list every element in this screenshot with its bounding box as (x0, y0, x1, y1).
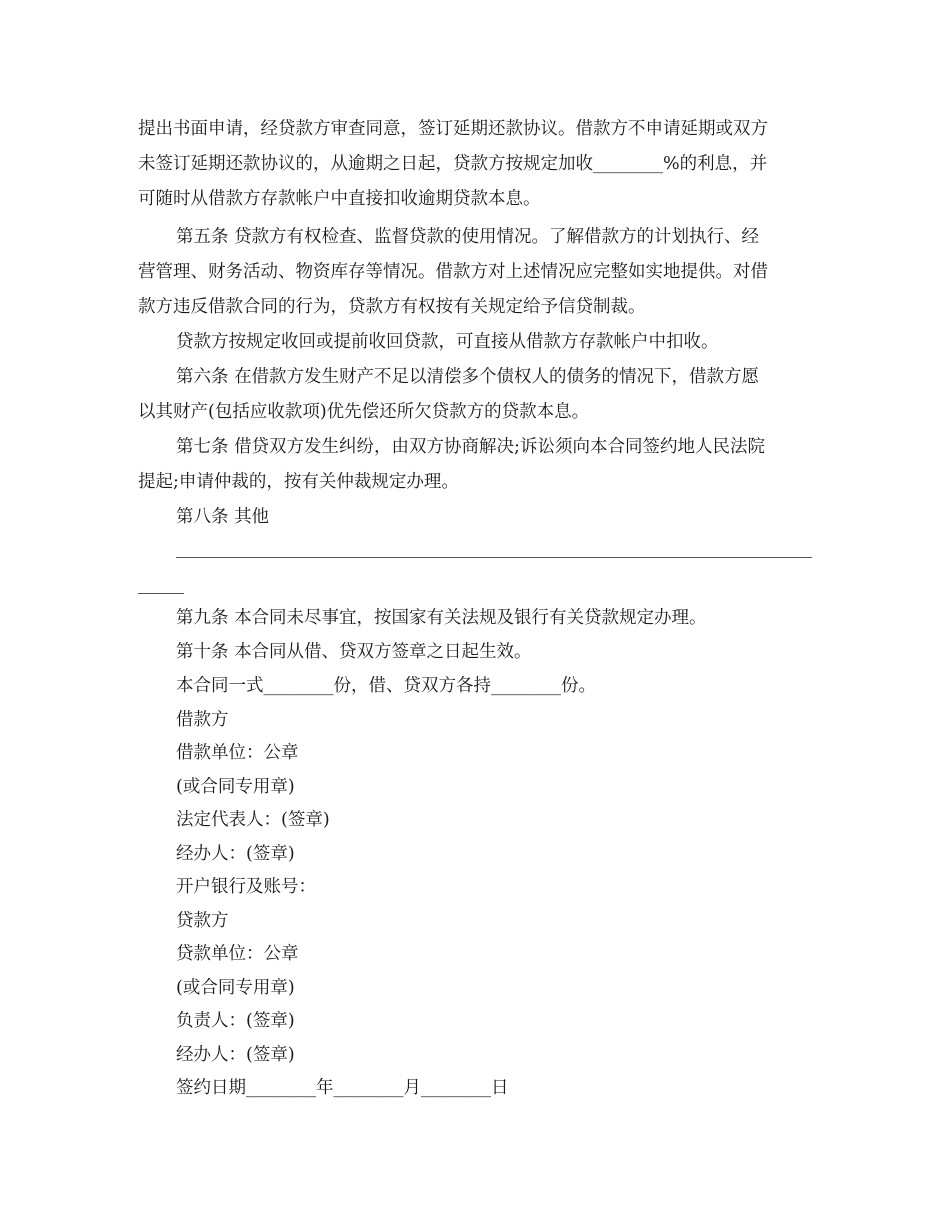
signing-date: 签约日期________年________月________日 (176, 1078, 509, 1098)
copies-line: 本合同一式________份，借、贷双方各持________份。 (176, 676, 596, 696)
paragraph-line: 提起;申请仲裁的，按有关仲裁规定办理。 (138, 472, 459, 492)
article-5-line: 第五条 贷款方有权检查、监督贷款的使用情况。了解借款方的计划执行、经 (176, 227, 760, 247)
paragraph-line: 可随时从借款方存款帐户中直接扣收逾期贷款本息。 (138, 189, 541, 209)
article-8-line: 第八条 其他 (176, 507, 270, 527)
blank-underline (138, 593, 184, 594)
paragraph-line: 贷款方按规定收回或提前收回贷款，可直接从借款方存款帐户中扣收。 (176, 332, 719, 352)
blank-underline (176, 557, 812, 558)
article-10-line: 第十条 本合同从借、贷双方签章之日起生效。 (176, 642, 532, 662)
legal-representative: 法定代表人：(签章) (176, 810, 330, 830)
paragraph-line: 未签订延期还款协议的，从逾期之日起，贷款方按规定加收________%的利息，并 (138, 154, 768, 174)
borrower-handler: 经办人：(签章) (176, 844, 295, 864)
paragraph-line: 款方违反借款合同的行为，贷款方有权按有关规定给予信贷制裁。 (138, 297, 646, 317)
article-9-line: 第九条 本合同未尽事宜，按国家有关法规及银行有关贷款规定办理。 (176, 608, 707, 628)
lender-heading: 贷款方 (176, 911, 229, 931)
paragraph-line: 以其财产(包括应收款项)优先偿还所欠贷款方的贷款本息。 (138, 402, 590, 422)
article-7-line: 第七条 借贷双方发生纠纷，由双方协商解决;诉讼须向本合同签约地人民法院 (176, 437, 765, 457)
lender-responsible: 负责人：(签章) (176, 1011, 295, 1031)
paragraph-line: 营管理、财务活动、物资库存等情况。借款方对上述情况应完整如实地提供。对借 (138, 262, 768, 282)
article-6-line: 第六条 在借款方发生财产不足以清偿多个债权人的债务的情况下，借款方愿 (176, 367, 760, 387)
borrower-unit: 借款单位：公章 (176, 743, 299, 763)
paragraph-line: 提出书面申请，经贷款方审查同意，签订延期还款协议。借款方不申请延期或双方 (138, 119, 768, 139)
lender-handler: 经办人：(签章) (176, 1045, 295, 1065)
bank-account: 开户银行及账号： (176, 877, 316, 897)
borrower-seal-note: (或合同专用章) (176, 777, 295, 797)
lender-unit: 贷款单位：公章 (176, 944, 299, 964)
lender-seal-note: (或合同专用章) (176, 978, 295, 998)
borrower-heading: 借款方 (176, 710, 229, 730)
